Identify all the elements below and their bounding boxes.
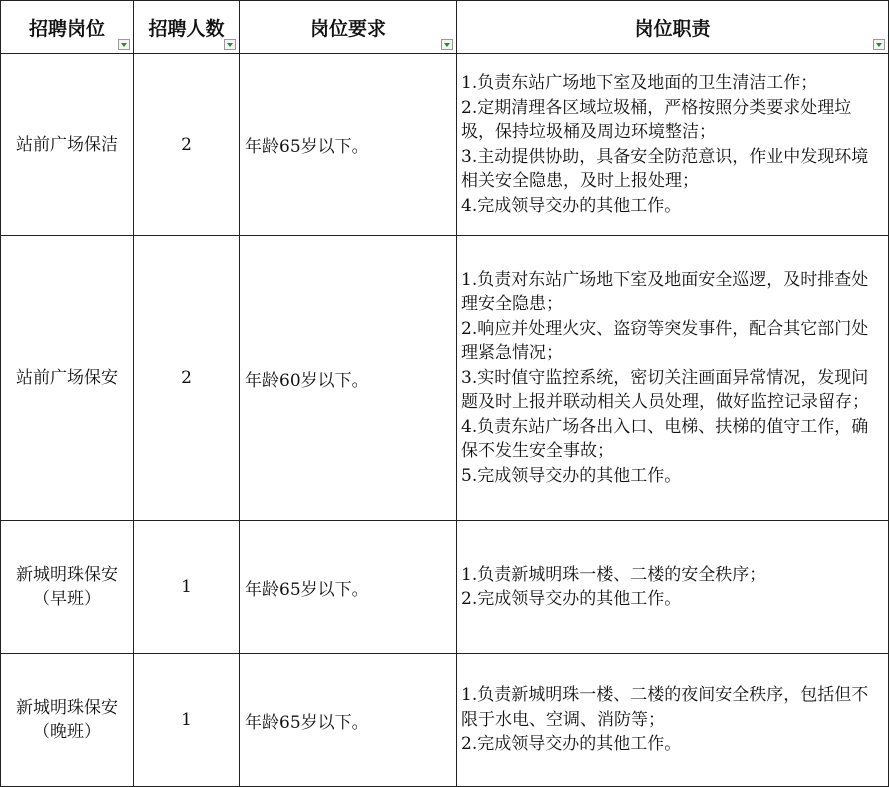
- duty-item: 1.负责对东站广场地下室及地面安全巡逻，及时排查处理安全隐患；: [461, 269, 869, 315]
- table-row: [1, 654, 889, 787]
- duties-cell[interactable]: [457, 54, 889, 236]
- position-cell[interactable]: [1, 654, 134, 787]
- requirement-cell[interactable]: 年龄65岁以下。: [240, 521, 457, 654]
- header-label: 招聘人数: [148, 17, 225, 40]
- position-shift: （早班）: [33, 589, 101, 609]
- requirement-cell[interactable]: 年龄60岁以下。: [240, 236, 457, 521]
- count-cell[interactable]: 2: [134, 54, 240, 236]
- position-name: 新城明珠保安: [16, 698, 118, 718]
- position-name: 站前广场保安: [16, 368, 118, 388]
- filter-dropdown-icon[interactable]: [441, 39, 453, 50]
- header-requirement: [240, 1, 457, 54]
- duty-item: 5.完成领导交办的其他工作。: [461, 465, 682, 486]
- duty-item: 2.定期清理各区域垃圾桶，严格按照分类要求处理垃圾，保持垃圾桶及周边环境整洁；: [461, 97, 852, 142]
- duties-cell[interactable]: [457, 521, 889, 654]
- requirement-cell[interactable]: 年龄65岁以下。: [240, 54, 457, 236]
- duty-item: 1.负责东站广场地下室及地面的卫生清洁工作；: [461, 73, 818, 93]
- position-cell[interactable]: [1, 54, 134, 236]
- duty-item: 1.负责新城明珠一楼、二楼的安全秩序；: [461, 564, 767, 585]
- filter-dropdown-icon[interactable]: [224, 39, 236, 50]
- table-row: [1, 54, 889, 236]
- header-label: 招聘岗位: [28, 17, 105, 40]
- filter-dropdown-icon[interactable]: [873, 39, 885, 50]
- position-name: 站前广场保洁: [16, 134, 118, 155]
- position-cell[interactable]: [1, 521, 134, 654]
- header-row: [1, 1, 889, 54]
- duties-cell[interactable]: [457, 654, 889, 787]
- count-cell[interactable]: 2: [134, 236, 240, 521]
- table-row: [1, 521, 889, 654]
- duty-item: 2.完成领导交办的其他工作。: [461, 734, 682, 755]
- duty-item: 1.负责新城明珠一楼、二楼的夜间安全秩序，包括但不限于水电、空调、消防等；: [461, 685, 869, 730]
- duty-item: 4.负责东站广场各出入口、电梯、扶梯的值守工作，确保不发生安全事故；: [461, 416, 869, 462]
- position-name: 新城明珠保安: [16, 565, 118, 585]
- header-duties: [457, 1, 889, 54]
- filter-dropdown-icon[interactable]: [118, 39, 130, 50]
- duty-item: 4.完成领导交办的其他工作。: [461, 195, 682, 216]
- header-count: [134, 1, 240, 54]
- position-cell[interactable]: [1, 236, 134, 521]
- duties-cell[interactable]: [457, 236, 889, 521]
- header-label: 岗位要求: [309, 17, 386, 40]
- duty-item: 2.响应并处理火灾、盗窃等突发事件，配合其它部门处理紧急情况；: [461, 318, 869, 364]
- duty-item: 2.完成领导交办的其他工作。: [461, 589, 682, 609]
- header-position: [1, 1, 134, 54]
- duty-item: 3.主动提供协助，具备安全防范意识，作业中发现环境相关安全隐患，及时上报处理；: [461, 146, 869, 191]
- count-cell[interactable]: 1: [134, 521, 240, 654]
- duty-item: 3.实时值守监控系统，密切关注画面异常情况，发现问题及时上报并联动相关人员处理，做好监控记录留存；: [461, 367, 869, 413]
- table-row: [1, 236, 889, 521]
- header-label: 岗位职责: [634, 17, 711, 40]
- position-shift: （晚班）: [33, 722, 101, 742]
- count-cell[interactable]: 1: [134, 654, 240, 787]
- requirement-cell[interactable]: 年龄65岁以下。: [240, 654, 457, 787]
